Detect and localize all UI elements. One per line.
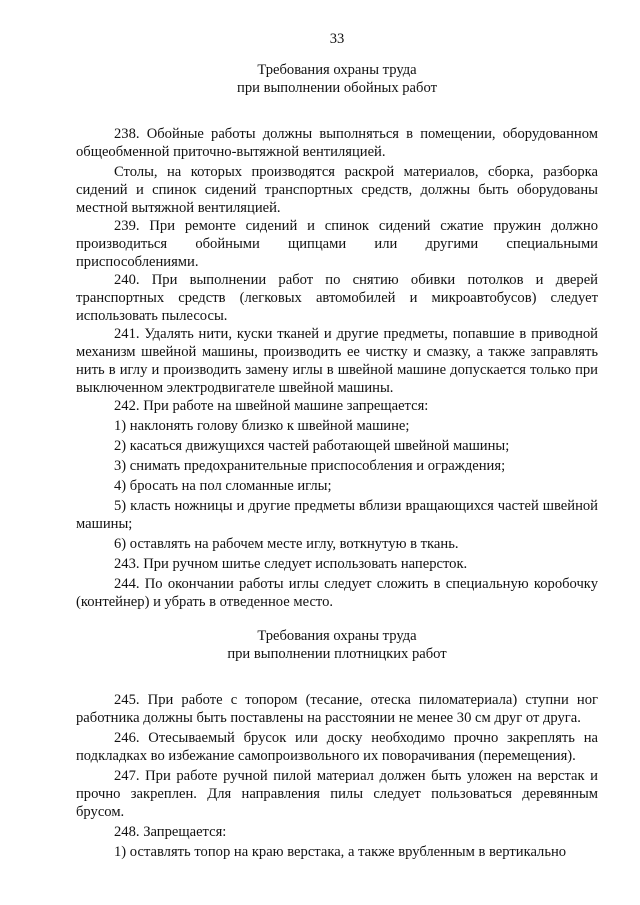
- document-page: [76, 30, 598, 861]
- section-heading-line: при выполнении плотницких работ: [227, 646, 447, 662]
- paragraph-244: 244. По окончании работы иглы следует сложить в специальную коробочку (контейнер) и убрать в отведенное место.: [76, 576, 598, 610]
- list-item-242-3: 3) снимать предохранительные приспособления и ограждения;: [114, 458, 506, 474]
- section-heading-line: Требования охраны труда: [257, 628, 417, 644]
- list-item-248-1: 1) оставлять топор на краю верстака, а также врубленным в вертикально: [114, 844, 567, 860]
- list-item-242-2: 2) касаться движущихся частей работающей швейной машины;: [114, 438, 510, 454]
- paragraph-243: 243. При ручном шитье следует использовать наперсток.: [114, 556, 468, 572]
- list-item-242-5: 5) класть ножницы и другие предметы вблизи вращающихся частей швейной машины;: [76, 498, 598, 532]
- list-item-242-1: 1) наклонять голову близко к швейной машине;: [114, 418, 410, 434]
- section-body-obojnye: [76, 125, 598, 611]
- section-body-plotnitskie: [76, 691, 598, 861]
- paragraph-239: 239. При ремонте сидений и спинок сидений сжатие пружин должно производиться обойными щипцами или другими специальными приспособлениями.: [76, 218, 598, 270]
- paragraph-246: 246. Отесываемый брусок или доску необходимо прочно закреплять на подкладках во избежание самопроизвольного их поворачивания (перемещения).: [76, 730, 598, 764]
- section-heading-plotnitskie: [76, 627, 598, 663]
- list-item-242-4: 4) бросать на пол сломанные иглы;: [114, 478, 332, 494]
- paragraph-240: 240. При выполнении работ по снятию обивки потолков и дверей транспортных средств (легковых автомобилей и микроавтобусов) следует использовать пылесосы.: [76, 272, 598, 324]
- page-number: 33: [329, 31, 345, 47]
- paragraph-248: 248. Запрещается:: [114, 824, 227, 840]
- section-heading-line: при выполнении обойных работ: [237, 80, 437, 96]
- paragraph-247: 247. При работе ручной пилой материал должен быть уложен на верстак и прочно закреплен. Для направления пилы следует пользоваться деревянным брусом.: [76, 768, 598, 820]
- list-item-242-6: 6) оставлять на рабочем месте иглу, воткнутую в ткань.: [114, 536, 459, 552]
- paragraph-245: 245. При работе с топором (тесание, отеска пиломатериала) ступни ног работника должны быть поставлены на расстоянии не менее 30 см друг от друга.: [76, 692, 598, 726]
- paragraph-242: 242. При работе на швейной машине запрещается:: [114, 398, 429, 414]
- section-heading-line: Требования охраны труда: [257, 62, 417, 78]
- paragraph-241: 241. Удалять нити, куски тканей и другие предметы, попавшие в приводной механизм швейной машины, производить ее чистку и смазку, а также заправлять нить в иглу и производить замену иглы в швейной машине допускается только при выключенном электродвигателе швейной машины.: [76, 326, 598, 396]
- paragraph-238-tables: Столы, на которых производятся раскрой материалов, сборка, разборка сидений и спинок сидений транспортных средств, должны быть оборудованы местной вытяжной вентиляцией.: [76, 164, 598, 216]
- section-heading-obojnye: [76, 61, 598, 97]
- paragraph-238: 238. Обойные работы должны выполняться в помещении, оборудованном общеобменной приточно-вытяжной вентиляцией.: [76, 126, 598, 160]
